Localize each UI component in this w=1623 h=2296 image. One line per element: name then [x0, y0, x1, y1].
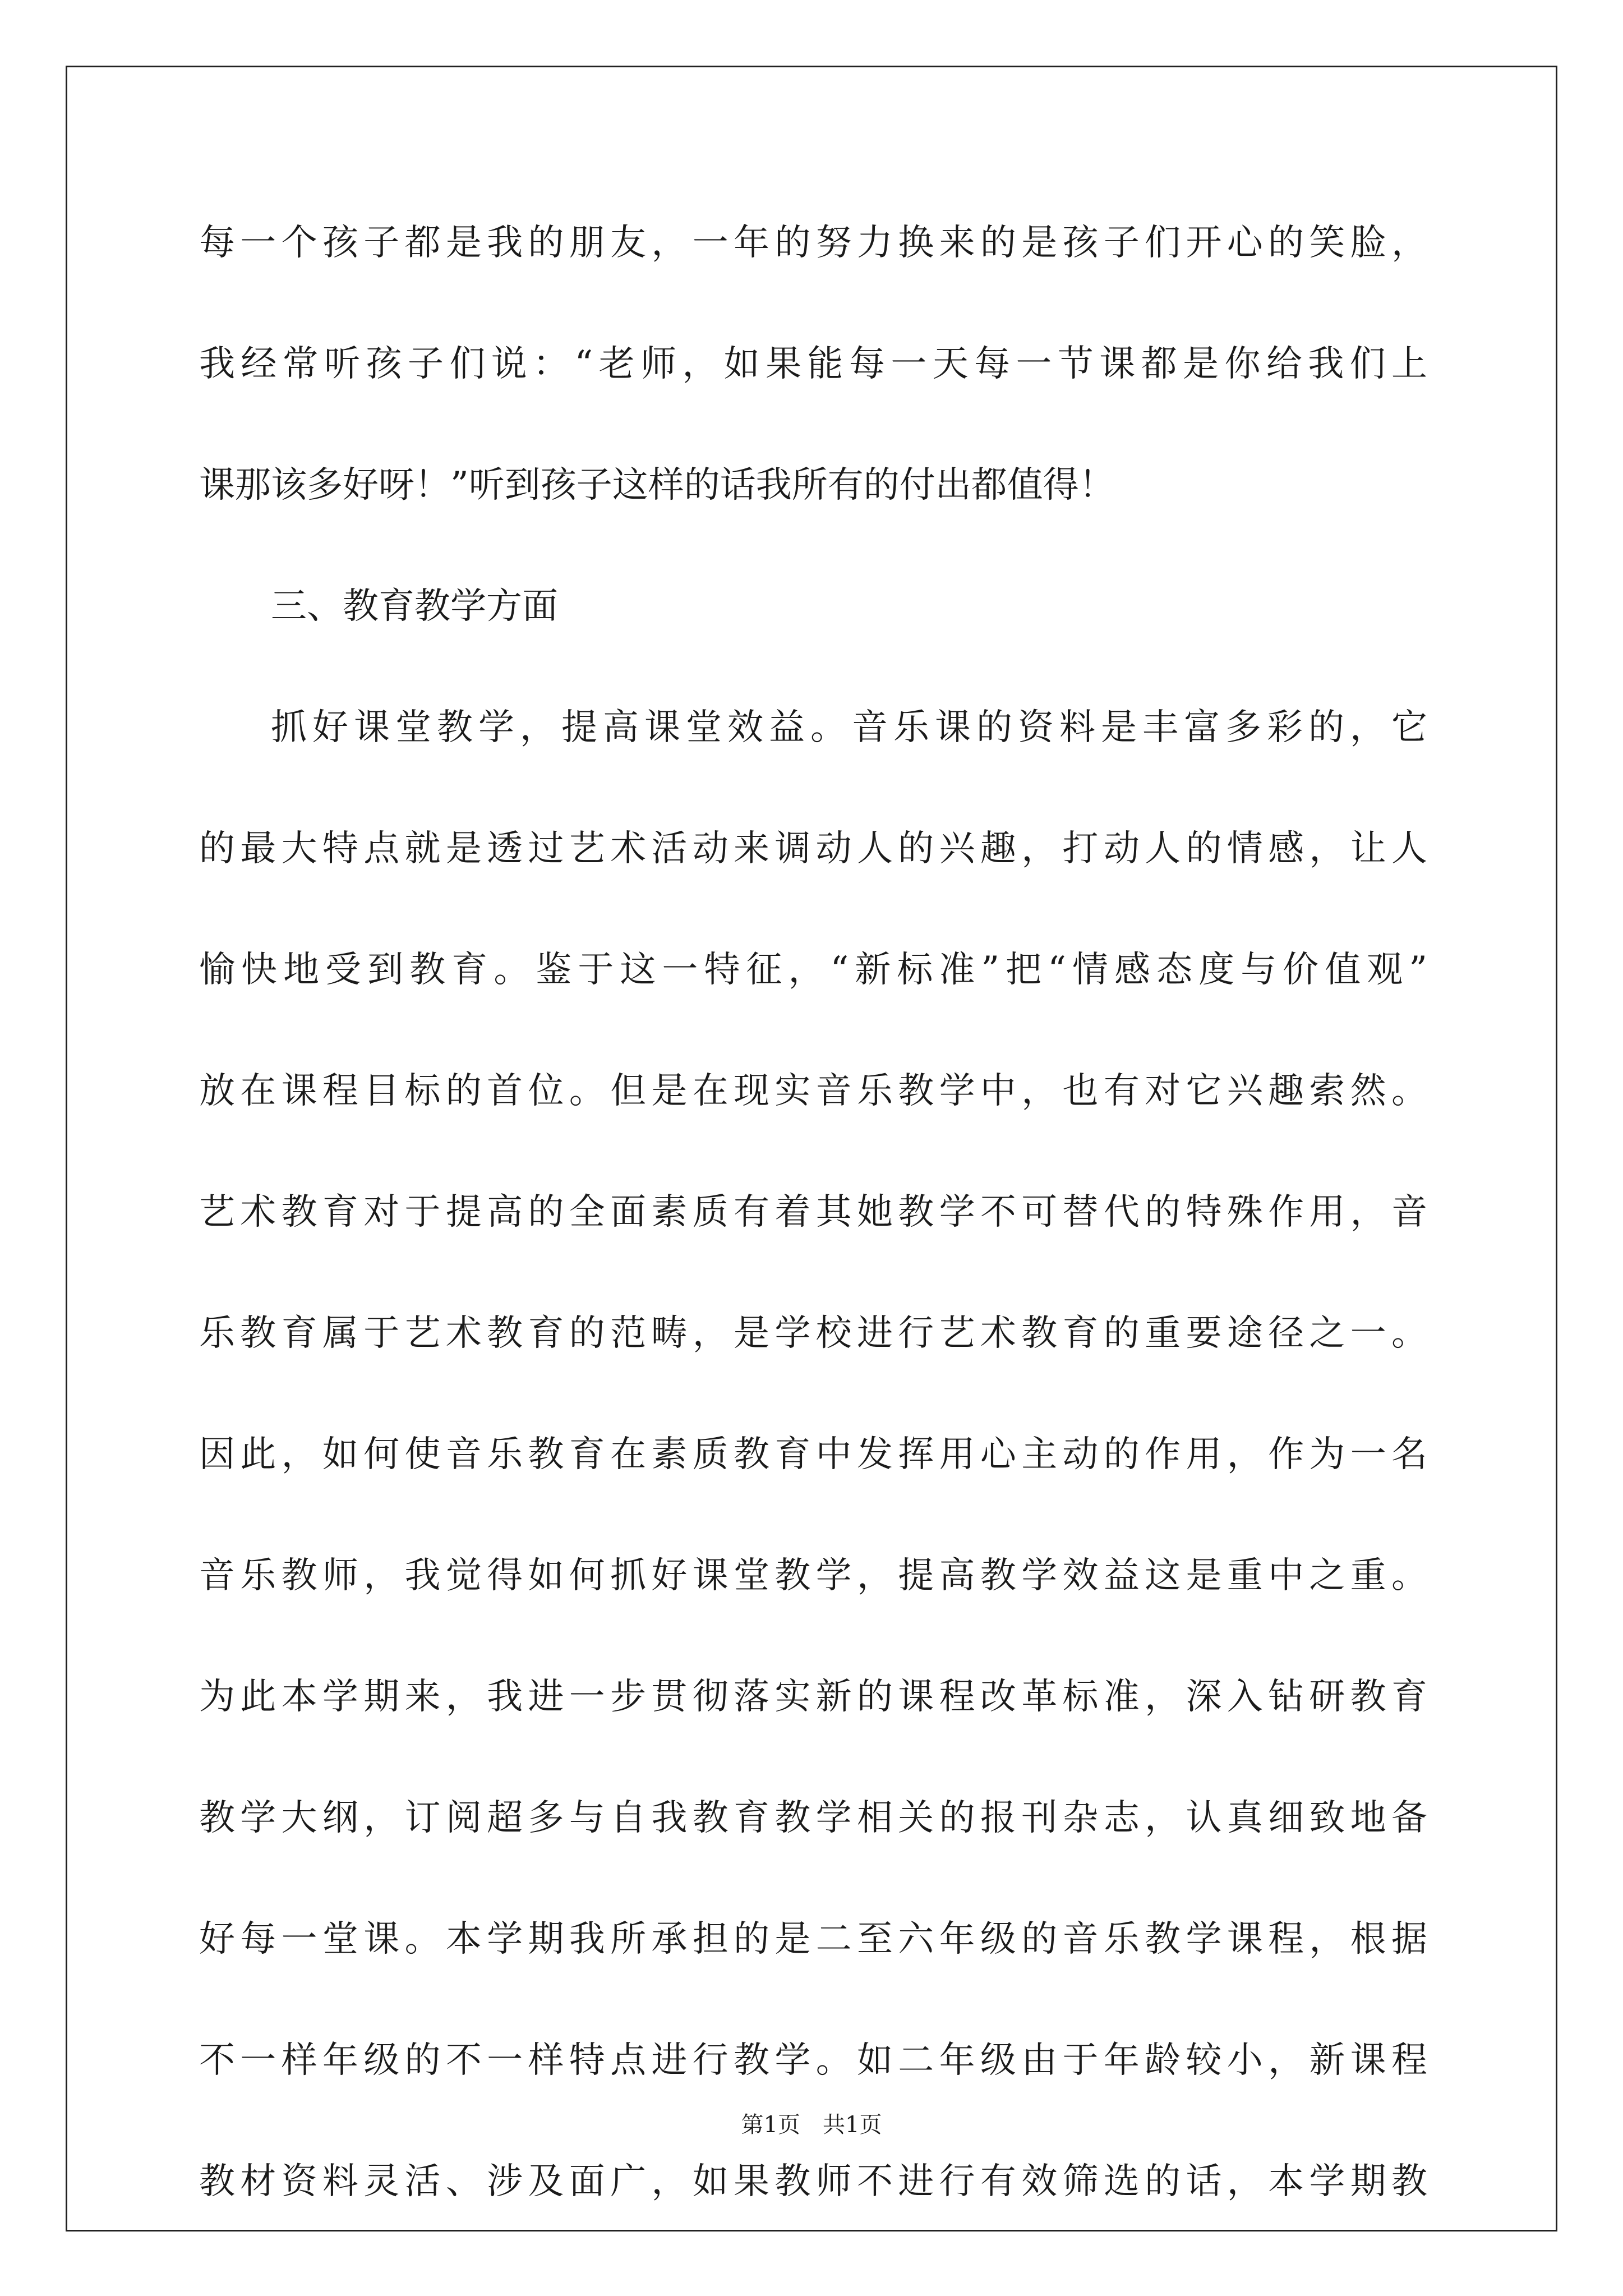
text-line: 不一样年级的不一样特点进行教学。如二年级由于年龄较小，新课程 — [199, 2040, 1427, 2081]
text-line: 艺术教育对于提高的全面素质有着其她教学不可替代的特殊作用，音 — [199, 1191, 1427, 1233]
text-line: 放在课程目标的首位。但是在现实音乐教学中，也有对它兴趣索然。 — [199, 1070, 1427, 1112]
section-heading: 三、教育教学方面 — [271, 586, 558, 627]
text-line: 教学大纲，订阅超多与自我教育教学相关的报刊杂志，认真细致地备 — [199, 1797, 1427, 1839]
text-line: 音乐教师，我觉得如何抓好课堂教学，提高教学效益这是重中之重。 — [199, 1555, 1427, 1596]
text-line: 愉快地受到教育。鉴于这一特征，“新标准”把“情感态度与价值观” — [199, 949, 1427, 991]
text-line: 每一个孩子都是我的朋友，一年的努力换来的是孩子们开心的笑脸， — [199, 222, 1427, 264]
text-line: 为此本学期来，我进一步贯彻落实新的课程改革标准，深入钻研教育 — [199, 1676, 1427, 1718]
text-line: 好每一堂课。本学期我所承担的是二至六年级的音乐教学课程，根据 — [199, 1918, 1427, 1960]
paragraph-first-line: 抓好课堂教学，提高课堂效益。音乐课的资料是丰富多彩的，它 — [271, 707, 1427, 748]
text-line: 课那该多好呀！”听到孩子这样的话我所有的付出都值得！ — [199, 464, 1115, 506]
text-line: 的最大特点就是透过艺术活动来调动人的兴趣，打动人的情感，让人 — [199, 828, 1427, 869]
page-number-footer: 第1页 共1页 — [741, 2112, 882, 2138]
text-line: 我经常听孩子们说：“老师，如果能每一天每一节课都是你给我们上 — [199, 343, 1427, 385]
text-line: 教材资料灵活、涉及面广，如果教师不进行有效筛选的话，本学期教 — [199, 2161, 1427, 2202]
text-line: 乐教育属于艺术教育的范畴，是学校进行艺术教育的重要途径之一。 — [199, 1313, 1427, 1354]
document-body — [199, 212, 1427, 2272]
text-line: 因此，如何使音乐教育在素质教育中发挥用心主动的作用，作为一名 — [199, 1434, 1427, 1475]
